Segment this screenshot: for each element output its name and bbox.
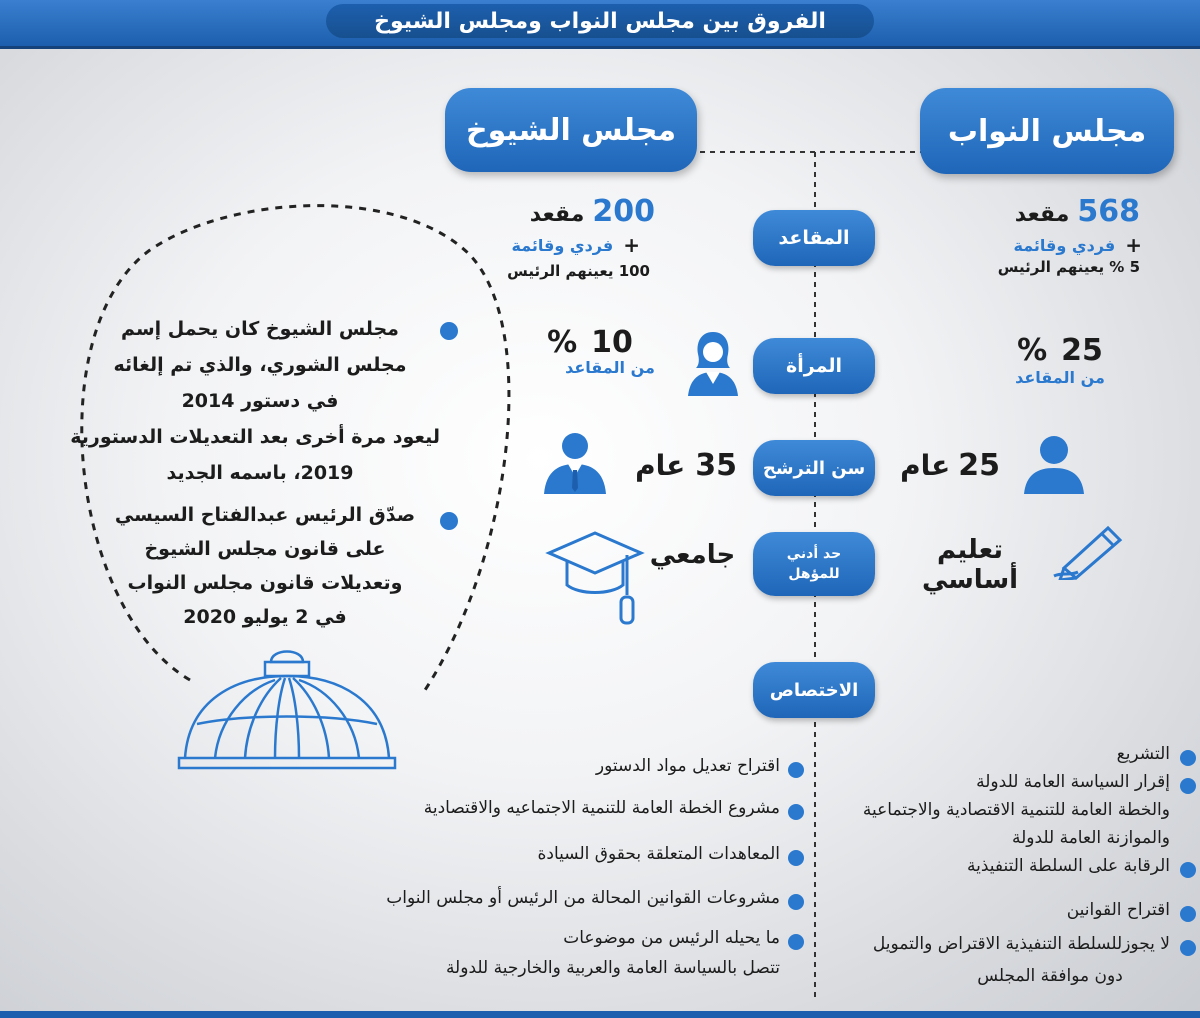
house-power-bullet xyxy=(1180,778,1196,794)
senate-power-item: المعاهدات المتعلقة بحقوق السيادة xyxy=(537,844,780,864)
senate-power-bullet xyxy=(788,850,804,866)
house-plus: + xyxy=(1125,233,1142,257)
house-women-percent: % xyxy=(1017,332,1048,368)
house-power-bullet xyxy=(1180,862,1196,878)
row-label-age: سن الترشح xyxy=(753,440,875,496)
house-power-item: إقرار السياسة العامة للدولة xyxy=(976,772,1170,792)
house-header: مجلس النواب xyxy=(920,88,1174,174)
bottom-bar xyxy=(0,1011,1200,1018)
businessman-icon xyxy=(540,430,610,496)
note1-line: ليعود مرة أخرى بعد التعديلات الدستورية xyxy=(70,426,440,448)
note2-line: على قانون مجلس الشيوخ xyxy=(144,538,386,560)
senate-women-value: 10 xyxy=(591,324,633,360)
senate-seats xyxy=(505,194,655,234)
senate-seats-type-row xyxy=(480,232,640,258)
house-power-item: التشريع xyxy=(1116,744,1170,764)
senate-qualification: جامعي xyxy=(649,540,736,570)
note1-line: 2019، باسمه الجديد xyxy=(166,462,354,484)
senate-seats-type: فردي وقائمة xyxy=(511,235,614,255)
house-power-item: اقتراح القوانين xyxy=(1066,900,1170,920)
house-age-unit: عام xyxy=(900,448,951,482)
senate-power-item: مشروعات القوانين المحالة من الرئيس أو مجلس النواب xyxy=(386,888,780,908)
senate-power-item: اقتراح تعديل مواد الدستور xyxy=(595,756,780,776)
house-appointed: 5 % يعينهم الرئيس xyxy=(997,258,1140,276)
senate-plus: + xyxy=(623,233,640,257)
parliament-dome-icon xyxy=(175,640,400,775)
senate-age-unit: عام xyxy=(635,448,686,482)
row-label-jurisdiction: الاختصاص xyxy=(753,662,875,718)
house-power-bullet xyxy=(1180,906,1196,922)
graduation-cap-icon xyxy=(545,525,645,629)
senate-power-bullet xyxy=(788,804,804,820)
senate-power-bullet xyxy=(788,762,804,778)
note2-line: في 2 يوليو 2020 xyxy=(183,606,347,628)
pencil-icon xyxy=(1050,520,1130,580)
house-age-value: 25 xyxy=(958,447,1000,483)
note1 xyxy=(70,318,440,488)
senate-seats-number: 200 xyxy=(592,194,655,229)
person-icon xyxy=(1018,432,1090,496)
senate-power-bullet xyxy=(788,894,804,910)
house-seats xyxy=(990,194,1140,234)
note1-bullet xyxy=(440,322,458,340)
house-seats-unit: مقعد xyxy=(1014,202,1070,227)
woman-icon xyxy=(684,330,742,398)
senate-power-bullet xyxy=(788,934,804,950)
senate-age-value: 35 xyxy=(695,447,737,483)
house-power-bullet xyxy=(1180,750,1196,766)
senate-women-sub: من المقاعد xyxy=(565,358,655,377)
house-power-bullet xyxy=(1180,940,1196,956)
house-seats-type-row xyxy=(970,232,1142,258)
house-seats-number: 568 xyxy=(1077,194,1140,229)
senate-appointed: 100 يعينهم الرئيس xyxy=(507,262,650,280)
house-women-value: 25 xyxy=(1061,332,1103,368)
senate-seats-unit: مقعد xyxy=(529,202,585,227)
house-seats-type: فردي وقائمة xyxy=(1013,235,1116,255)
row-label-seats: المقاعد xyxy=(753,210,875,266)
note2-line: وتعديلات قانون مجلس النواب xyxy=(127,572,403,594)
house-women xyxy=(985,328,1135,372)
note2-line: صدّق الرئيس عبدالفتاح السيسي xyxy=(114,504,416,526)
note1-line: في دستور 2014 xyxy=(181,390,339,412)
house-power-item: والموازنة العامة للدولة xyxy=(1011,828,1170,848)
note1-line: مجلس الشيوخ كان يحمل إسم xyxy=(121,318,399,340)
note2 xyxy=(100,504,430,644)
senate-power-item: ما يحيله الرئيس من موضوعات xyxy=(563,928,780,948)
page-title: الفروق بين مجلس النواب ومجلس الشيوخ xyxy=(326,4,874,38)
house-power-item: لا يجوزللسلطة التنفيذية الاقتراض والتمويل xyxy=(872,934,1170,954)
note2-bullet xyxy=(440,512,458,530)
house-qualification: تعليم أساسي xyxy=(921,535,1019,595)
row-label-women: المرأة xyxy=(753,338,875,394)
senate-power-item: مشروع الخطة العامة للتنمية الاجتماعيه والاقتصادية xyxy=(423,798,780,818)
house-age xyxy=(880,440,1000,490)
note1-line: مجلس الشوري، والذي تم إلغائه xyxy=(113,354,407,376)
house-power-item: والخطة العامة للتنمية الاقتصادية والاجتماعية xyxy=(862,800,1170,820)
house-power-item: دون موافقة المجلس xyxy=(977,966,1123,986)
house-power-item: الرقابة على السلطة التنفيذية xyxy=(966,856,1170,876)
senate-power-item: تتصل بالسياسة العامة والعربية والخارجية للدولة xyxy=(445,958,780,978)
senate-header: مجلس الشيوخ xyxy=(445,88,697,172)
senate-age xyxy=(612,440,737,490)
senate-women-percent: % xyxy=(547,324,578,360)
row-label-qualification: حد أدني للمؤهل xyxy=(753,532,875,596)
house-women-sub: من المقاعد xyxy=(1015,368,1105,387)
